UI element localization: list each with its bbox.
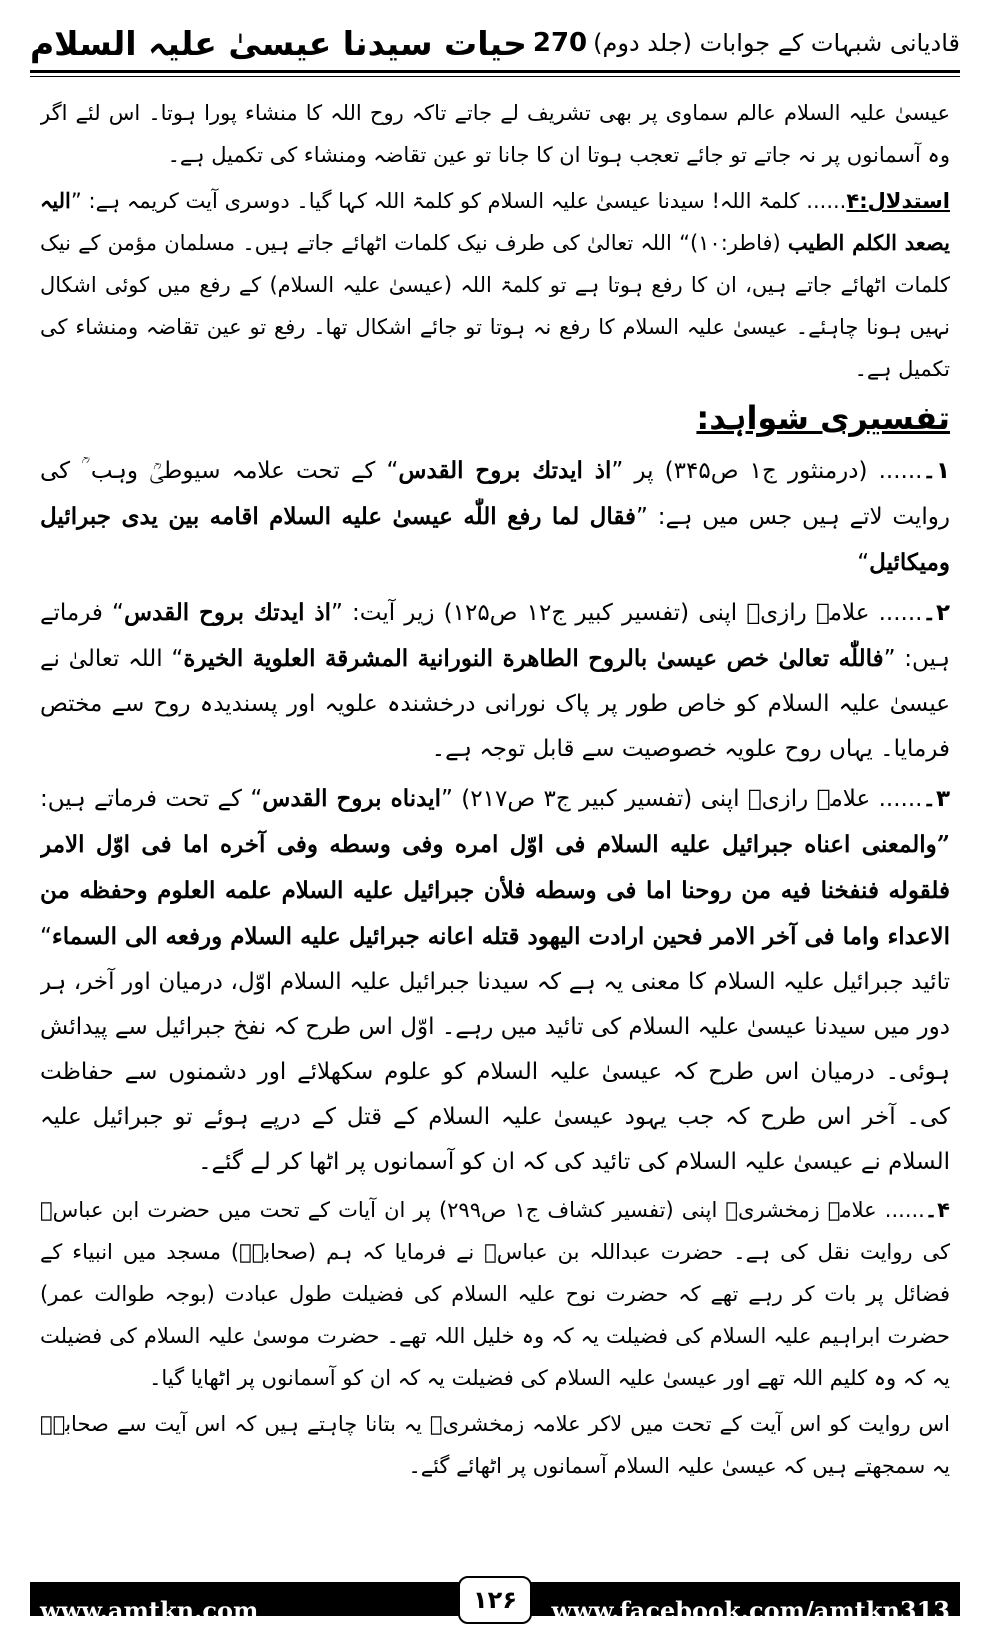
list-item-3: ۳۔...... علامہ رازیؒ اپنی (تفسیر کبیر ج۳ ص۲۱۷) ”ایدناه بروح القدس“ کے تحت فرماتے ہیں: ”والمعنی اعناه جبرائیل علیه السلام فی اوّل امره وفی وسطه وفی آخره اما فی اوّل الامر فلقوله فنفخنا فیه من روحنا اما فی وسطه فلأن جبرائیل علیه السلام علمه العلوم وحفظه من الاعداء واما فی آخر الامر فحین ارادت الیهود قتله اعانه جبرائیل علیه السلام ورفعه الی السماء“ تائید جبرائیل علیہ السلام کا معنی یہ ہے کہ سیدنا جبرائیل علیہ السلام اوّل، درمیان اور آخر، ہر دور میں سیدنا عیسیٰ علیہ السلام کی تائید میں رہے۔ اوّل اس طرح کہ نفخ جبرائیل سے پیدائش ہوئی۔ درمیان اس طرح کہ عیسیٰ علیہ السلام کو علوم سکھلائے اور دشمنوں سے حفاظت کی۔ آخر اس طرح کہ جب یہود عیسیٰ علیہ السلام کے قتل کے درپے ہوئے تو جبرائیل علیہ السلام نے عیسیٰ علیہ السلام کی تائید کی کہ ان کو آسمانوں پر اٹھا کر لے گئے۔ [40, 785, 950, 1175]
item-2-text-b: “ فرماتے ہیں: ” [40, 600, 950, 672]
item-1-text-c: “ [857, 550, 870, 576]
header-rule-thin [30, 76, 960, 77]
item-1-text-a: (درمنثور ج۱ ص۳۴۵) پر ” [611, 458, 868, 484]
item-number: ۲۔ [922, 600, 950, 626]
book-subtitle: قادیانی شبہات کے جوابات (جلد دوم) [593, 29, 960, 57]
item-1-arabic-a: اذ ایدتك بروح القدس [398, 457, 612, 484]
item-number: ۳۔ [922, 786, 950, 812]
item-2-text-a: علامہ رازیؒ اپنی (تفسیر کبیر ج۱۲ ص۱۲۵) زیر آیت: ” [330, 600, 870, 626]
istidlal-text-a: کلمۃ اللہ! سیدنا عیسیٰ علیہ السلام کو کلمۃ اللہ کہا گیا۔ دوسری آیت کریمہ ہے: ” [70, 189, 800, 213]
istidlal-paragraph: استدلال:۴...... کلمۃ اللہ! سیدنا عیسیٰ علیہ السلام کو کلمۃ اللہ کہا گیا۔ دوسری آیت کریمہ ہے: ”الیہ یصعد الکلم الطیب (فاطر:۱۰)“ اللہ تعالیٰ کی طرف نیک کلمات اٹھائے جاتے ہیں۔ مسلمان مؤمن کے نیک کلمات اٹھائے جاتے ہیں، ان کا رفع ہوتا ہے تو کلمۃ اللہ (عیسیٰ علیہ السلام) کے رفع میں کوئی اشکال نہیں ہونا چاہئے۔ عیسیٰ علیہ السلام کا رفع نہ ہوتا تو جائے اشکال تھا۔ رفع تو عین تقاضہ ومنشاء کی تکمیل ہے۔ [40, 188, 950, 381]
istidlal-label: استدلال:۴ [846, 189, 950, 213]
facebook-link[interactable]: www.facebook.com/amtkn313 [551, 1596, 950, 1625]
item-2-arabic-a: اذ ایدتك بروح القدس [123, 599, 331, 626]
item-3-text-a: علامہ رازیؒ اپنی (تفسیر کبیر ج۳ ص۲۱۷) ” [441, 786, 871, 812]
item-1-text-b: “ کے تحت علامہ سیوطیؒ وہب ؒ کی روایت لاتے ہیں جس میں ہے: ” [40, 458, 950, 530]
item-1-arabic-b: فقال لما رفع اللّٰه عیسیٰ علیه السلام اقامه بین یدی جبرائیل ومیکائیل [40, 503, 950, 576]
item-4-text: علامہ زمخشریؒ اپنی (تفسیر کشاف ج۱ ص۲۹۹) پر ان آیات کے تحت میں حضرت ابن عباسؓ کی روایت نقل کی ہے۔ حضرت عبداللہ بن عباسؓ نے فرمایا کہ ہم (صحابہؓ) مسجد میں انبیاء کے فضائل پر بات کر رہے تھے کہ حضرت نوح علیہ السلام کی فضیلت طول عبادت (بوجہ طوالت عمر) حضرت ابراہیم علیہ السلام کی فضیلت یہ کہ وہ خلیل اللہ تھے۔ حضرت موسیٰ علیہ السلام کی فضیلت یہ کہ وہ کلیم اللہ تھے اور عیسیٰ علیہ السلام کی فضیلت یہ کہ ان کو آسمانوں پر اٹھایا گیا۔ [40, 1198, 950, 1390]
header-rule-thick [30, 70, 960, 73]
item-2-arabic-b: فاللّٰه تعالیٰ خص عیسیٰ بالروح الطاهرة النورانیة المشرقة العلویة الخیرة [183, 645, 884, 672]
item-number: ۱۔ [922, 458, 950, 484]
list-item-1: ۱۔...... (درمنثور ج۱ ص۳۴۵) پر ”اذ ایدتك بروح القدس“ کے تحت علامہ سیوطیؒ وہب ؒ کی روایت لاتے ہیں جس میں ہے: ”فقال لما رفع اللّٰه عیسیٰ علیه السلام اقامه بین یدی جبرائیل ومیکائیل“ [40, 457, 950, 576]
istidlal-text-b: (فاطر:۱۰)“ اللہ تعالیٰ کی طرف نیک کلمات اٹھائے جاتے ہیں۔ مسلمان مؤمن کے نیک کلمات اٹھائے جاتے ہیں، ان کا رفع ہوتا ہے تو کلمۃ اللہ (عیسیٰ علیہ السلام) کے رفع میں کوئی اشکال نہیں ہونا چاہئے۔ عیسیٰ علیہ السلام کا رفع نہ ہوتا تو جائے اشکال تھا۔ رفع تو عین تقاضہ ومنشاء کی تکمیل ہے۔ [40, 231, 950, 381]
item-3-arabic-b: ”والمعنی اعناه جبرائیل علیه السلام فی اوّل امره وفی وسطه وفی آخره اما فی اوّل الامر فلقوله فنفخنا فیه من روحنا اما فی وسطه فلأن جبرائیل علیه السلام علمه العلوم وحفظه من الاعداء واما فی آخر الامر فحین ارادت الیهود قتله اعانه جبرائیل علیه السلام ورفعه الی السماء [40, 831, 950, 950]
section-heading: تفسیری شواہد: [696, 399, 950, 437]
footer-page-number: ۱۲۶ [458, 1576, 532, 1624]
closing-paragraph: اس روایت کو اس آیت کے تحت میں لاکر علامہ زمخشریؒ یہ بتانا چاہتے ہیں کہ اس آیت سے صحابہؓ یہ سمجھتے ہیں کہ عیسیٰ علیہ السلام آسمانوں پر اٹھائے گئے۔ [40, 1412, 950, 1478]
item-3-arabic-a: ایدناه بروح القدس [262, 785, 441, 812]
page-body [40, 92, 950, 1567]
header-row [30, 20, 960, 66]
istidlal-arabic: الیہ یصعد الکلم الطیب [40, 188, 950, 255]
paragraph-1: عیسیٰ علیہ السلام عالم سماوی پر بھی تشریف لے جاتے تاکہ روح اللہ کا منشاء پورا ہوتا۔ اس لئے اگر وہ آسمانوں پر نہ جاتے تو جائے تعجب ہوتا ان کا جانا تو عین تقاضہ ومنشاء کی تکمیل ہے۔ [40, 101, 950, 167]
item-2-text-c: “ اللہ تعالیٰ نے عیسیٰ علیہ السلام کو خاص طور پر پاک نورانی درخشندہ علویہ اور پسندیدہ روح سے مختص فرمایا۔ یہاں روح علویہ خصوصیت سے قابل توجہ ہے۔ [40, 646, 950, 762]
book-title: حیات سیدنا عیسیٰ علیہ السلام [30, 23, 527, 63]
item-number: ۴۔ [924, 1198, 950, 1222]
header-page-number: 270 [532, 28, 588, 58]
page-header [30, 20, 960, 78]
item-3-text-b: “ کے تحت فرماتے ہیں: [40, 786, 263, 812]
list-item-2: ۲۔...... علامہ رازیؒ اپنی (تفسیر کبیر ج۱۲ ص۱۲۵) زیر آیت: ”اذ ایدتك بروح القدس“ فرماتے ہیں: ”فاللّٰه تعالیٰ خص عیسیٰ بالروح الطاهرة النورانیة المشرقة العلویة الخیرة“ اللہ تعالیٰ نے عیسیٰ علیہ السلام کو خاص طور پر پاک نورانی درخشندہ علویہ اور پسندیدہ روح سے مختص فرمایا۔ یہاں روح علویہ خصوصیت سے قابل توجہ ہے۔ [40, 599, 950, 762]
item-3-text-c: “ تائید جبرائیل علیہ السلام کا معنی یہ ہے کہ سیدنا جبرائیل علیہ السلام اوّل، درمیان اور آخر، ہر دور میں سیدنا عیسیٰ علیہ السلام کی تائید میں رہے۔ اوّل اس طرح کہ نفخ جبرائیل سے پیدائش ہوئی۔ درمیان اس طرح کہ عیسیٰ علیہ السلام کو علوم سکھلائے اور دشمنوں سے حفاظت کی۔ آخر اس طرح کہ جب یہود عیسیٰ علیہ السلام کے قتل کے درپے ہوئے تو جبرائیل علیہ السلام نے عیسیٰ علیہ السلام کی تائید کی کہ ان کو آسمانوں پر اٹھا کر لے گئے۔ [40, 924, 950, 1175]
list-item-4: ۴۔...... علامہ زمخشریؒ اپنی (تفسیر کشاف ج۱ ص۲۹۹) پر ان آیات کے تحت میں حضرت ابن عباسؓ کی روایت نقل کی ہے۔ حضرت عبداللہ بن عباسؓ نے فرمایا کہ ہم (صحابہؓ) مسجد میں انبیاء کے فضائل پر بات کر رہے تھے کہ حضرت نوح علیہ السلام کی فضیلت طول عبادت (بوجہ طوالت عمر) حضرت ابراہیم علیہ السلام کی فضیلت یہ کہ وہ خلیل اللہ تھے۔ حضرت موسیٰ علیہ السلام کی فضیلت یہ کہ وہ کلیم اللہ تھے اور عیسیٰ علیہ السلام کی فضیلت یہ کہ ان کو آسمانوں پر اٹھایا گیا۔ [40, 1198, 950, 1390]
website-link[interactable]: www.amtkn.com [40, 1596, 259, 1625]
page-footer [30, 1570, 960, 1630]
